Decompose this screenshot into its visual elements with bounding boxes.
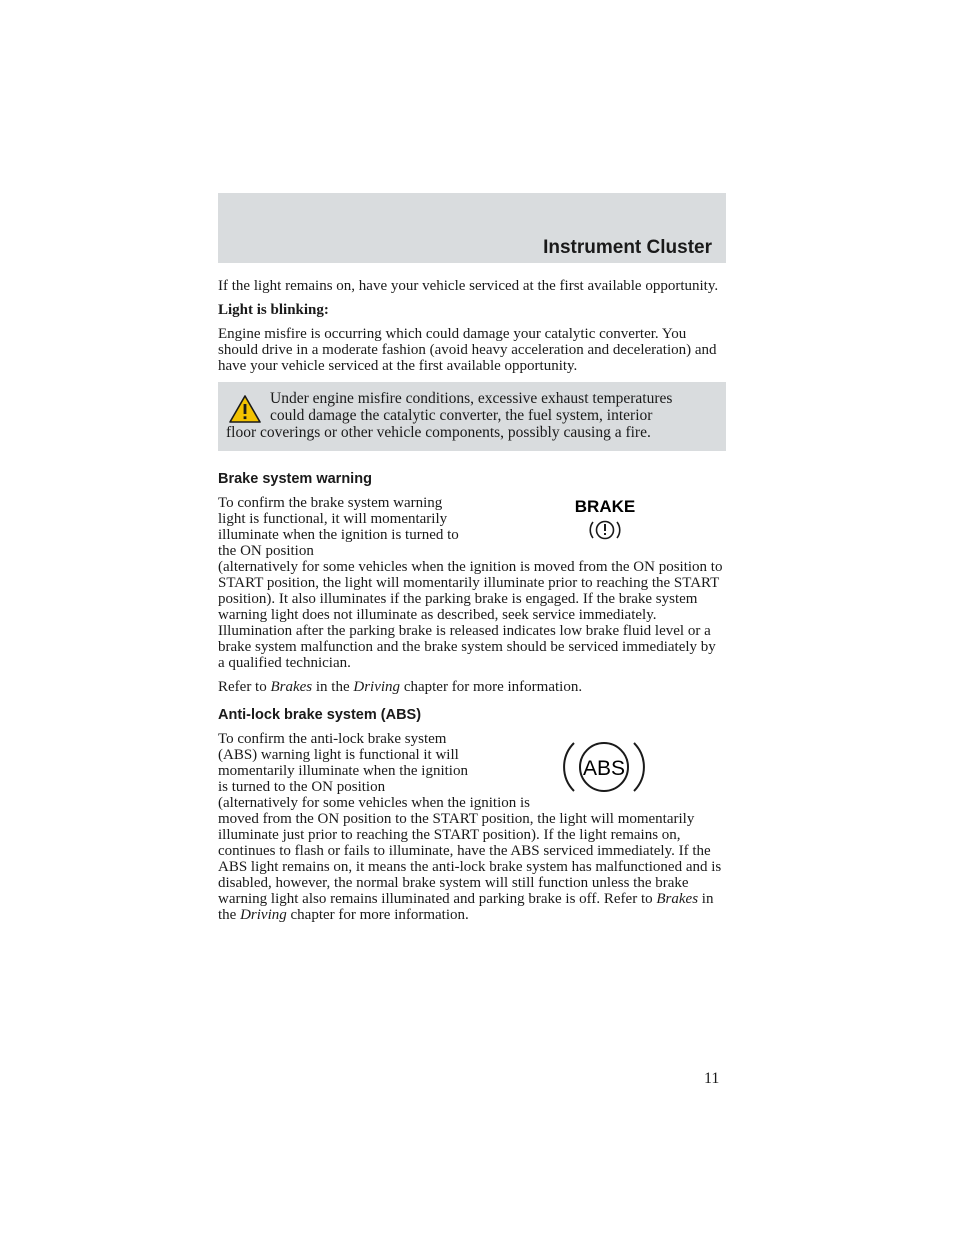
- abs-heading: Anti-lock brake system (ABS): [218, 707, 422, 723]
- brake-lead: To confirm the brake system warning light is functional, it will momentarily illuminate when the ignition is turned to the ON position: [218, 495, 459, 559]
- brake-body: (alternatively for some vehicles when the ignition is moved from the ON position to START position, the light will momentarily illuminate prior to reaching the START position). It also illuminates if the parking brake is engaged. If the brake system warning light does not illuminate as described, seek service immediately. Illumination after the parking brake is released indicates low brake fluid level or a brake system malfunction and the brake system should be serviced immediately by a qualified technician.: [218, 559, 723, 671]
- refer-suffix: chapter for more information.: [403, 679, 583, 695]
- header-band: [218, 193, 726, 263]
- abs-refer-in-the: in the: [218, 891, 714, 923]
- intro-paragraph-2: Engine misfire is occurring which could damage your catalytic converter. You should drive in a moderate fashion (avoid heavy acceleration and deceleration) and have your vehicle serviced at the first available opportunity.: [218, 326, 717, 374]
- refer-in-the: in the: [315, 679, 350, 695]
- intro-paragraph-1: If the light remains on, have your vehicle serviced at the first available opportunity.: [218, 278, 719, 294]
- page-number: 11: [704, 1070, 720, 1087]
- abs-brakes-reference: Brakes: [656, 891, 699, 907]
- page-content: [218, 278, 726, 931]
- brake-warning-icon: [574, 497, 636, 543]
- abs-lead: To confirm the anti-lock brake system (ABS) warning light is functional it will momentarily illuminate when the ignition is turned to the ON position: [218, 731, 468, 795]
- watermark: carmanualsonline.info: [688, 1212, 837, 1228]
- blinking-label: Light is blinking:: [218, 302, 329, 318]
- abs-warning-icon: [564, 729, 644, 799]
- brake-heading: Brake system warning: [218, 471, 372, 487]
- brake-section: [218, 495, 726, 695]
- abs-body: [218, 795, 726, 923]
- brakes-reference: Brakes: [270, 679, 313, 695]
- driving-reference: Driving: [353, 679, 401, 695]
- abs-body-text: (alternatively for some vehicles when the ignition is moved from the ON position to the START position, the light will momentarily illuminate just prior to reaching the START position). If the light remains on, continues to flash or fails to illuminate, have the ABS serviced immediately. If the ABS light remains on, it means the anti-lock brake system has malfunctioned and is disabled, however, the normal brake system will still function unless the brake warning light also remains illuminated and parking brake is off. Refer to: [218, 795, 722, 907]
- warning-box: [218, 382, 726, 451]
- page-title: Instrument Cluster: [543, 237, 712, 258]
- brake-icon-label: BRAKE: [574, 497, 636, 516]
- warning-triangle-icon: [228, 394, 262, 424]
- abs-refer-suffix: chapter for more information.: [290, 907, 469, 923]
- warning-line-1: Under engine misfire conditions, excessive exhaust temperatures: [270, 390, 673, 407]
- abs-driving-reference: Driving: [240, 907, 287, 923]
- warning-line-3: floor coverings or other vehicle components, possibly causing a fire.: [226, 424, 651, 441]
- warning-line-2: could damage the catalytic converter, the fuel system, interior: [270, 407, 653, 424]
- abs-section: [218, 731, 726, 923]
- abs-icon-label: ABS: [582, 757, 626, 780]
- refer-prefix: Refer to: [218, 679, 267, 695]
- brake-refer: [218, 679, 726, 695]
- warning-text: [226, 390, 718, 441]
